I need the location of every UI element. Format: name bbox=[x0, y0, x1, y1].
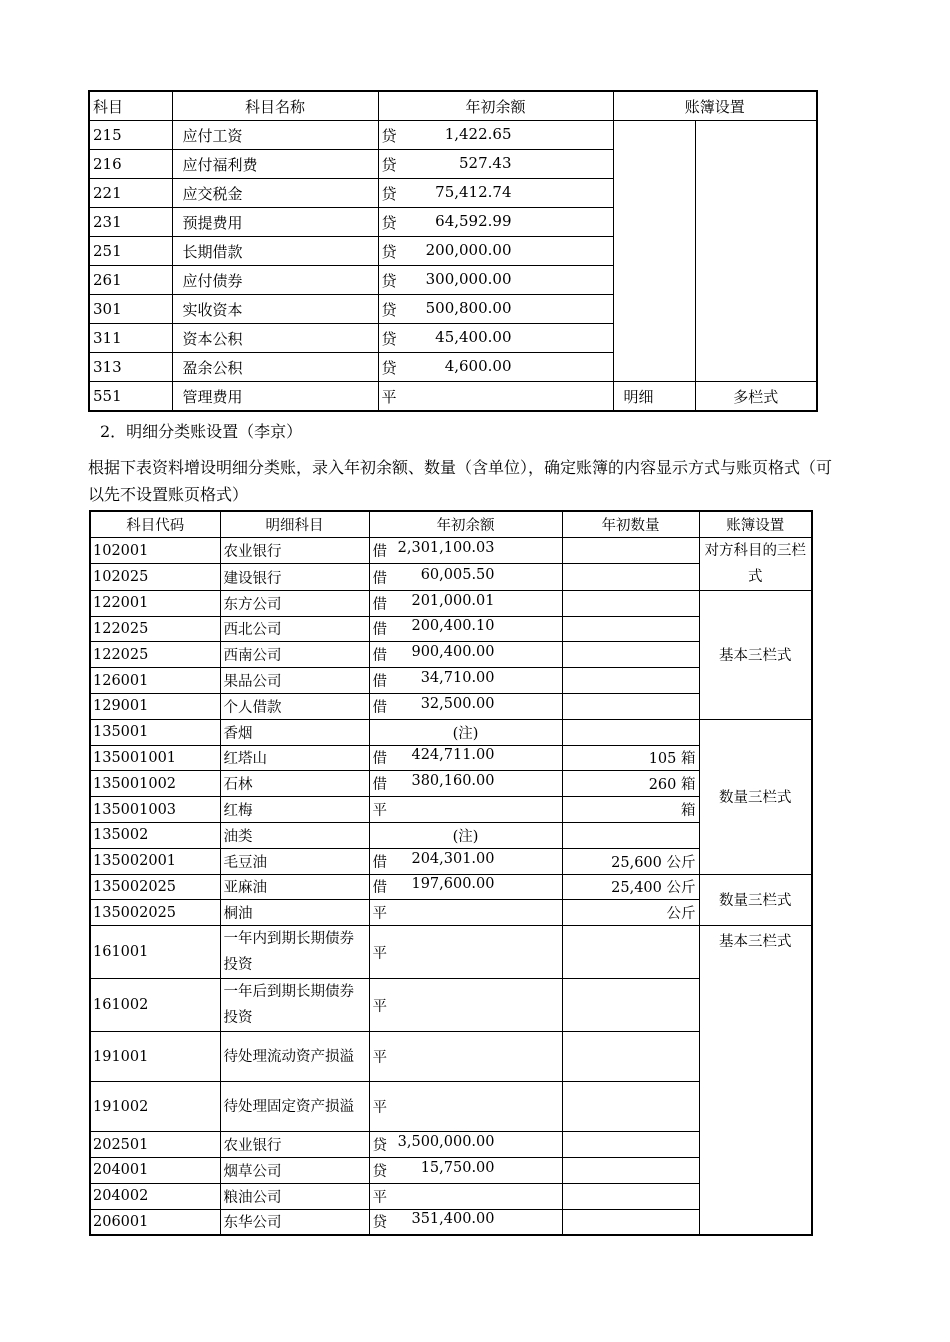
account-name: 应付债券 bbox=[172, 266, 378, 295]
balance-cell bbox=[369, 771, 562, 797]
account-code: 126001 bbox=[90, 668, 220, 694]
quantity-cell bbox=[562, 693, 699, 719]
balance-amount: 201,000.01 bbox=[411, 592, 495, 609]
account-code: 102025 bbox=[90, 564, 220, 591]
setting-empty bbox=[695, 121, 817, 382]
balance-value bbox=[373, 1211, 495, 1232]
balance-cell bbox=[369, 1132, 562, 1158]
detail-account-name: 农业银行 bbox=[220, 537, 369, 564]
balance-value bbox=[373, 670, 495, 691]
balance-value bbox=[382, 328, 512, 349]
balance-value bbox=[373, 593, 495, 614]
account-code: 204001 bbox=[90, 1157, 220, 1183]
balance-amount: 380,160.00 bbox=[411, 773, 495, 790]
account-name: 预提费用 bbox=[172, 208, 378, 237]
balance-value bbox=[373, 902, 495, 923]
balance-direction: 平 bbox=[372, 1189, 387, 1206]
balance-direction: 贷 bbox=[381, 329, 397, 348]
detail-account-name: 红梅 bbox=[220, 797, 369, 823]
account-code: 135001003 bbox=[90, 797, 220, 823]
quantity-cell bbox=[562, 537, 699, 564]
balance-cell bbox=[369, 745, 562, 771]
balance-cell bbox=[369, 874, 562, 900]
balance-cell bbox=[369, 1157, 562, 1183]
account-name: 资本公积 bbox=[172, 324, 378, 353]
account-code: 206001 bbox=[90, 1209, 220, 1235]
balance-value bbox=[373, 851, 495, 872]
balance-value bbox=[373, 876, 495, 897]
quantity-cell bbox=[562, 979, 699, 1032]
balance-amount: 1,422.65 bbox=[444, 124, 512, 143]
balance-cell bbox=[378, 237, 613, 266]
account-code: 311 bbox=[89, 324, 172, 353]
balance-direction: 贷 bbox=[381, 126, 397, 145]
detail-account-name: 东方公司 bbox=[220, 590, 369, 616]
section-heading: 2．明细分类账设置（李京） bbox=[100, 422, 303, 441]
detail-account-name: 待处理固定资产损溢 bbox=[220, 1082, 369, 1132]
detail-account-name: 亚麻油 bbox=[220, 874, 369, 900]
balance-value bbox=[382, 212, 512, 233]
balance-value bbox=[373, 567, 495, 588]
quantity-cell bbox=[562, 1209, 699, 1235]
balance-value bbox=[373, 1096, 495, 1117]
balance-cell bbox=[369, 848, 562, 874]
account-code: 215 bbox=[89, 121, 172, 150]
setting-detail: 明细 bbox=[613, 382, 695, 412]
balance-amount: 424,711.00 bbox=[411, 747, 495, 764]
ledger-setting-cell: 数量三栏式 bbox=[699, 874, 812, 926]
account-name: 应付福利费 bbox=[172, 150, 378, 179]
table-row bbox=[90, 719, 812, 745]
table-row bbox=[89, 121, 817, 150]
balance-amount: 204,301.00 bbox=[411, 850, 495, 867]
detail-account-name: 红塔山 bbox=[220, 745, 369, 771]
quantity-cell bbox=[562, 926, 699, 979]
table-row bbox=[90, 590, 812, 616]
detail-account-name: 西北公司 bbox=[220, 616, 369, 642]
account-name: 盈余公积 bbox=[172, 353, 378, 382]
detail-account-name: 桐油 bbox=[220, 900, 369, 926]
detail-account-name: 一年后到期长期债券投资 bbox=[220, 979, 369, 1032]
balance-value bbox=[373, 696, 495, 717]
balance-value bbox=[382, 154, 512, 175]
balance-direction: 贷 bbox=[381, 242, 397, 261]
balance-value bbox=[373, 942, 495, 963]
balance-direction: 平 bbox=[372, 906, 387, 923]
balance-direction: 借 bbox=[372, 880, 387, 897]
detail-account-name: 农业银行 bbox=[220, 1132, 369, 1158]
balance-direction: 贷 bbox=[372, 1138, 387, 1155]
detail-account-name: 石林 bbox=[220, 771, 369, 797]
header-balance: 年初余额 bbox=[378, 91, 613, 121]
table2-header-row bbox=[90, 511, 812, 537]
account-code: 135001001 bbox=[90, 745, 220, 771]
balance-value bbox=[373, 644, 495, 665]
table1-header-row bbox=[89, 91, 817, 121]
balance-amount: 60,005.50 bbox=[420, 566, 495, 583]
balance-note: (注) bbox=[369, 719, 562, 745]
account-name: 应交税金 bbox=[172, 179, 378, 208]
quantity-cell: 25,600 公斤 bbox=[562, 848, 699, 874]
balance-cell bbox=[378, 208, 613, 237]
balance-value bbox=[382, 241, 512, 262]
balance-direction: 借 bbox=[372, 751, 387, 768]
balance-value bbox=[382, 125, 512, 146]
balance-value bbox=[373, 1134, 495, 1155]
balance-direction: 借 bbox=[372, 544, 387, 561]
account-code: 191002 bbox=[90, 1082, 220, 1132]
quantity-cell: 105 箱 bbox=[562, 745, 699, 771]
balance-cell bbox=[369, 1209, 562, 1235]
table-row bbox=[89, 382, 817, 412]
balance-amount: 45,400.00 bbox=[435, 327, 512, 346]
detail-account-name: 一年内到期长期债券投资 bbox=[220, 926, 369, 979]
balance-cell bbox=[369, 979, 562, 1032]
balance-value bbox=[373, 773, 495, 794]
balance-direction: 贷 bbox=[381, 358, 397, 377]
account-name: 长期借款 bbox=[172, 237, 378, 266]
balance-direction: 借 bbox=[372, 648, 387, 665]
header-name: 科目名称 bbox=[172, 91, 378, 121]
quantity-cell bbox=[562, 1082, 699, 1132]
balance-direction: 贷 bbox=[381, 184, 397, 203]
balance-amount: 197,600.00 bbox=[411, 876, 495, 893]
balance-amount: 200,000.00 bbox=[425, 240, 512, 259]
balance-value bbox=[373, 540, 495, 561]
header-code: 科目 bbox=[89, 91, 172, 121]
balance-amount: 300,000.00 bbox=[425, 269, 512, 288]
balance-amount: 2,301,100.03 bbox=[397, 540, 495, 557]
balance-value bbox=[382, 386, 512, 407]
balance-direction: 平 bbox=[372, 1050, 387, 1067]
balance-direction: 平 bbox=[381, 387, 397, 406]
account-code: 161002 bbox=[90, 979, 220, 1032]
account-code: 135002001 bbox=[90, 848, 220, 874]
balance-value bbox=[373, 1046, 495, 1067]
account-code: 122025 bbox=[90, 642, 220, 668]
quantity-cell bbox=[562, 719, 699, 745]
balance-cell bbox=[378, 121, 613, 150]
balance-cell bbox=[378, 353, 613, 382]
balance-cell bbox=[369, 1032, 562, 1082]
balance-amount: 64,592.99 bbox=[435, 211, 512, 230]
balance-cell bbox=[369, 1183, 562, 1209]
balance-cell bbox=[378, 382, 613, 412]
balance-amount: 32,500.00 bbox=[420, 695, 495, 712]
balance-direction: 借 bbox=[372, 854, 387, 871]
quantity-cell: 箱 bbox=[562, 797, 699, 823]
balance-direction: 平 bbox=[372, 998, 387, 1015]
balance-amount: 75,412.74 bbox=[435, 182, 512, 201]
balance-amount: 351,400.00 bbox=[411, 1211, 495, 1228]
header-ledger-setting: 账簿设置 bbox=[613, 91, 817, 121]
detail-account-name: 东华公司 bbox=[220, 1209, 369, 1235]
balance-cell bbox=[369, 616, 562, 642]
balance-cell bbox=[369, 590, 562, 616]
quantity-cell bbox=[562, 616, 699, 642]
balance-value bbox=[382, 357, 512, 378]
header-code: 科目代码 bbox=[90, 511, 220, 537]
balance-amount: 3,500,000.00 bbox=[397, 1134, 495, 1151]
account-code: 551 bbox=[89, 382, 172, 412]
balance-note: (注) bbox=[369, 822, 562, 848]
account-code: 135001002 bbox=[90, 771, 220, 797]
balance-cell bbox=[369, 1082, 562, 1132]
ledger-setting-cell: 对方科目的三栏式 bbox=[699, 537, 812, 590]
header-balance: 年初余额 bbox=[369, 511, 562, 537]
detail-account-name: 烟草公司 bbox=[220, 1157, 369, 1183]
balance-cell bbox=[378, 295, 613, 324]
detail-account-name: 香烟 bbox=[220, 719, 369, 745]
balance-cell bbox=[369, 537, 562, 564]
balance-cell bbox=[378, 179, 613, 208]
balance-direction: 借 bbox=[372, 699, 387, 716]
quantity-cell bbox=[562, 822, 699, 848]
balance-amount: 15,750.00 bbox=[420, 1159, 495, 1176]
setting-empty bbox=[613, 121, 695, 382]
detail-account-name: 建设银行 bbox=[220, 564, 369, 591]
detail-ledger-table bbox=[89, 510, 813, 1236]
account-code: 102001 bbox=[90, 537, 220, 564]
account-code: 261 bbox=[89, 266, 172, 295]
quantity-cell bbox=[562, 590, 699, 616]
table-row bbox=[90, 537, 812, 564]
detail-account-name: 个人借款 bbox=[220, 693, 369, 719]
account-code: 301 bbox=[89, 295, 172, 324]
account-name: 实收资本 bbox=[172, 295, 378, 324]
balance-direction: 借 bbox=[372, 622, 387, 639]
balance-amount: 527.43 bbox=[459, 153, 512, 172]
balance-direction: 借 bbox=[372, 570, 387, 587]
account-code: 135002025 bbox=[90, 874, 220, 900]
quantity-cell bbox=[562, 1132, 699, 1158]
detail-account-name: 粮油公司 bbox=[220, 1183, 369, 1209]
balance-direction: 贷 bbox=[381, 213, 397, 232]
balance-amount: 900,400.00 bbox=[411, 644, 495, 661]
balance-cell bbox=[369, 564, 562, 591]
balance-table-1 bbox=[88, 90, 818, 412]
detail-account-name: 油类 bbox=[220, 822, 369, 848]
account-code: 135002 bbox=[90, 822, 220, 848]
account-code: 221 bbox=[89, 179, 172, 208]
account-code: 135002025 bbox=[90, 900, 220, 926]
balance-amount: 500,800.00 bbox=[425, 298, 512, 317]
header-ledger-setting: 账簿设置 bbox=[699, 511, 812, 537]
quantity-cell bbox=[562, 668, 699, 694]
quantity-cell bbox=[562, 1183, 699, 1209]
balance-value bbox=[382, 183, 512, 204]
account-code: 161001 bbox=[90, 926, 220, 979]
balance-direction: 平 bbox=[372, 1100, 387, 1117]
balance-direction: 平 bbox=[372, 945, 387, 962]
quantity-cell bbox=[562, 1032, 699, 1082]
account-name: 管理费用 bbox=[172, 382, 378, 412]
balance-amount: 200,400.10 bbox=[411, 618, 495, 635]
balance-value bbox=[373, 747, 495, 768]
account-code: 202501 bbox=[90, 1132, 220, 1158]
detail-account-name: 果品公司 bbox=[220, 668, 369, 694]
balance-value bbox=[373, 799, 495, 820]
balance-cell bbox=[369, 900, 562, 926]
balance-direction: 贷 bbox=[381, 300, 397, 319]
setting-format: 多栏式 bbox=[695, 382, 817, 412]
balance-value bbox=[373, 618, 495, 639]
balance-cell bbox=[378, 150, 613, 179]
header-detail: 明细科目 bbox=[220, 511, 369, 537]
account-code: 122025 bbox=[90, 616, 220, 642]
balance-amount: 4,600.00 bbox=[444, 356, 512, 375]
balance-direction: 贷 bbox=[372, 1163, 387, 1180]
account-code: 231 bbox=[89, 208, 172, 237]
detail-account-name: 待处理流动资产损溢 bbox=[220, 1032, 369, 1082]
account-code: 204002 bbox=[90, 1183, 220, 1209]
quantity-cell bbox=[562, 1157, 699, 1183]
header-quantity: 年初数量 bbox=[562, 511, 699, 537]
balance-cell bbox=[369, 642, 562, 668]
quantity-cell: 260 箱 bbox=[562, 771, 699, 797]
balance-direction: 平 bbox=[372, 803, 387, 820]
balance-cell bbox=[369, 668, 562, 694]
balance-cell bbox=[369, 926, 562, 979]
balance-value bbox=[373, 995, 495, 1016]
intro-paragraph: 根据下表资料增设明细分类账，录入年初余额、数量（含单位），确定账簿的内容显示方式与账页格式（可以先不设置账页格式） bbox=[88, 458, 833, 504]
account-code: 135001 bbox=[90, 719, 220, 745]
table-row bbox=[90, 874, 812, 900]
quantity-cell bbox=[562, 642, 699, 668]
balance-direction: 借 bbox=[372, 674, 387, 691]
ledger-setting-cell: 基本三栏式 bbox=[699, 926, 812, 1236]
balance-direction: 贷 bbox=[381, 155, 397, 174]
balance-direction: 贷 bbox=[381, 271, 397, 290]
balance-value bbox=[373, 1160, 495, 1181]
balance-cell bbox=[378, 324, 613, 353]
balance-cell bbox=[369, 797, 562, 823]
balance-amount: 34,710.00 bbox=[420, 670, 495, 687]
balance-value bbox=[382, 270, 512, 291]
balance-direction: 贷 bbox=[372, 1215, 387, 1232]
detail-account-name: 毛豆油 bbox=[220, 848, 369, 874]
quantity-cell bbox=[562, 564, 699, 591]
ledger-setting-cell: 基本三栏式 bbox=[699, 590, 812, 719]
balance-direction: 借 bbox=[372, 596, 387, 613]
balance-direction: 借 bbox=[372, 777, 387, 794]
ledger-setting-cell: 数量三栏式 bbox=[699, 719, 812, 874]
balance-cell bbox=[378, 266, 613, 295]
account-code: 122001 bbox=[90, 590, 220, 616]
balance-value bbox=[373, 1186, 495, 1207]
detail-account-name: 西南公司 bbox=[220, 642, 369, 668]
balance-value bbox=[382, 299, 512, 320]
account-code: 313 bbox=[89, 353, 172, 382]
quantity-cell: 公斤 bbox=[562, 900, 699, 926]
account-code: 216 bbox=[89, 150, 172, 179]
account-code: 191001 bbox=[90, 1032, 220, 1082]
table-row bbox=[90, 926, 812, 979]
account-code: 251 bbox=[89, 237, 172, 266]
balance-cell bbox=[369, 693, 562, 719]
account-name: 应付工资 bbox=[172, 121, 378, 150]
quantity-cell: 25,400 公斤 bbox=[562, 874, 699, 900]
account-code: 129001 bbox=[90, 693, 220, 719]
